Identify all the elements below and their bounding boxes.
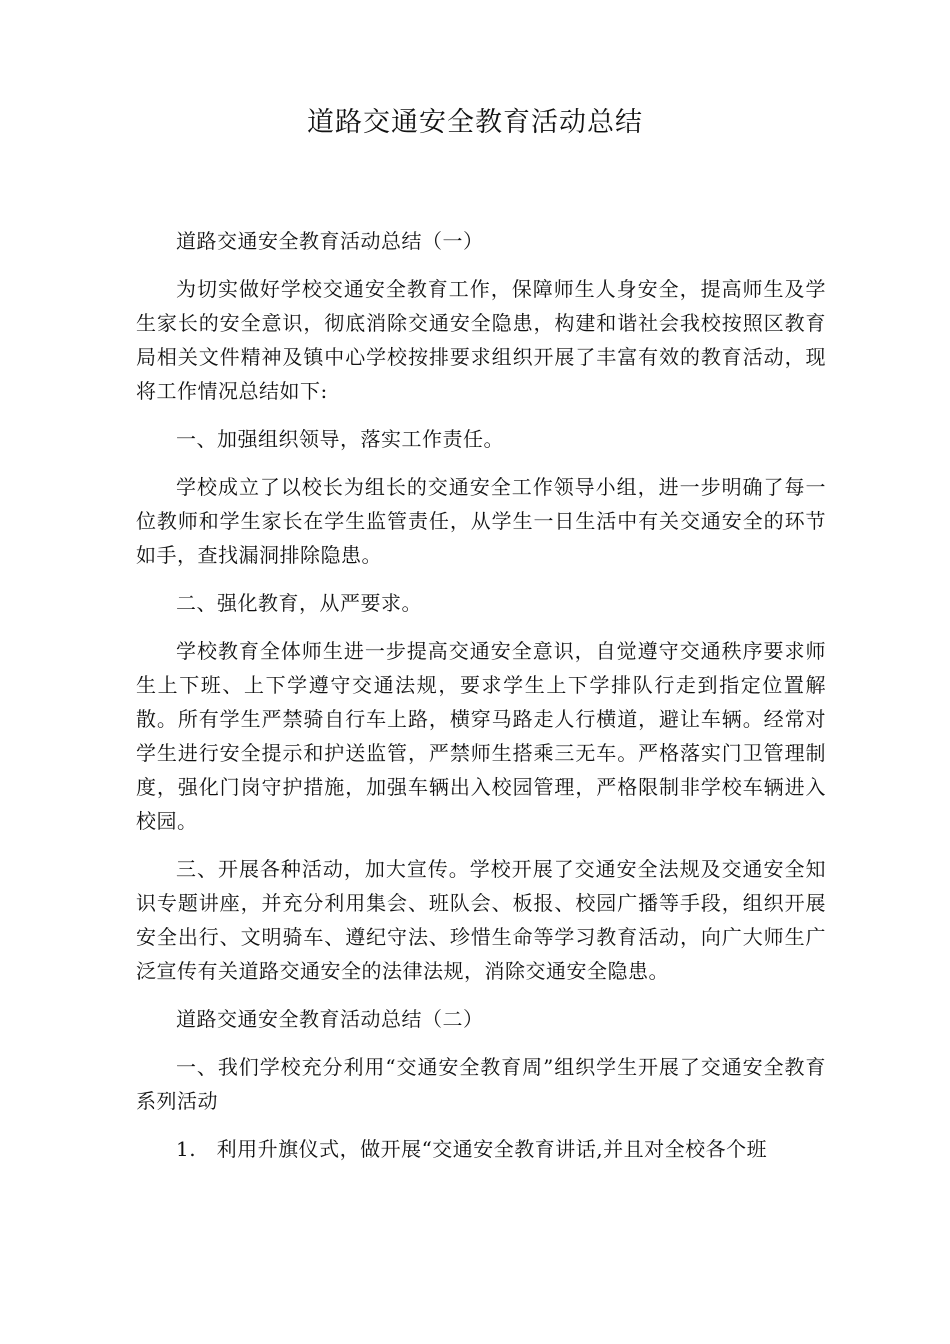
section-heading-2: 道路交通安全教育活动总结（二） bbox=[176, 1007, 484, 1031]
section-two-item-1: 1. 利用升旗仪式，做开展“交通安全教育讲话,并且对全校各个班 bbox=[176, 1137, 768, 1161]
point-three-paragraph: 三、开展各种活动，加大宣传。学校开展了交通安全法规及交通安全知识专题讲座，并充分利用集会、班队会、板报、校园广播等手段，组织开展安全出行、文明骑车、遵纪守法、珍惜生命等学习教育活动，向广大师生广泛宣传有关道路交通安全的法律法规，消除交通安全隐患。 bbox=[136, 857, 826, 983]
point-two-heading: 二、强化教育，从严要求。 bbox=[176, 591, 422, 615]
section-heading-1: 道路交通安全教育活动总结（一） bbox=[176, 229, 484, 253]
section-two-point-one: 一、我们学校充分利用“交通安全教育周”组织学生开展了交通安全教育系列活动 bbox=[136, 1055, 826, 1113]
intro-paragraph: 为切实做好学校交通安全教育工作，保障师生人身安全，提高师生及学生家长的安全意识，彻底消除交通安全隐患，构建和谐社会我校按照区教育局相关文件精神及镇中心学校按排要求组织开展了丰富有效的教育活动，现将工作情况总结如下: bbox=[136, 277, 826, 403]
point-one-heading: 一、加强组织领导，落实工作责任。 bbox=[176, 427, 504, 451]
point-one-paragraph: 学校成立了以校长为组长的交通安全工作领导小组，进一步明确了每一位教师和学生家长在学生监管责任，从学生一日生活中有关交通安全的环节如手，查找漏洞排除隐患。 bbox=[136, 475, 826, 567]
point-two-paragraph: 学校教育全体师生进一步提高交通安全意识，自觉遵守交通秩序要求师生上下班、上下学遵守交通法规，要求学生上下学排队行走到指定位置解散。所有学生严禁骑自行车上路，横穿马路走人行横道，避让车辆。经常对学生进行安全提示和护送监管，严禁师生搭乘三无车。严格落实门卫管理制度，强化门岗守护措施，加强车辆出入校园管理，严格限制非学校车辆进入校园。 bbox=[136, 639, 826, 833]
document-body bbox=[136, 224, 826, 1180]
document-title: 道路交通安全教育活动总结 bbox=[307, 107, 643, 138]
